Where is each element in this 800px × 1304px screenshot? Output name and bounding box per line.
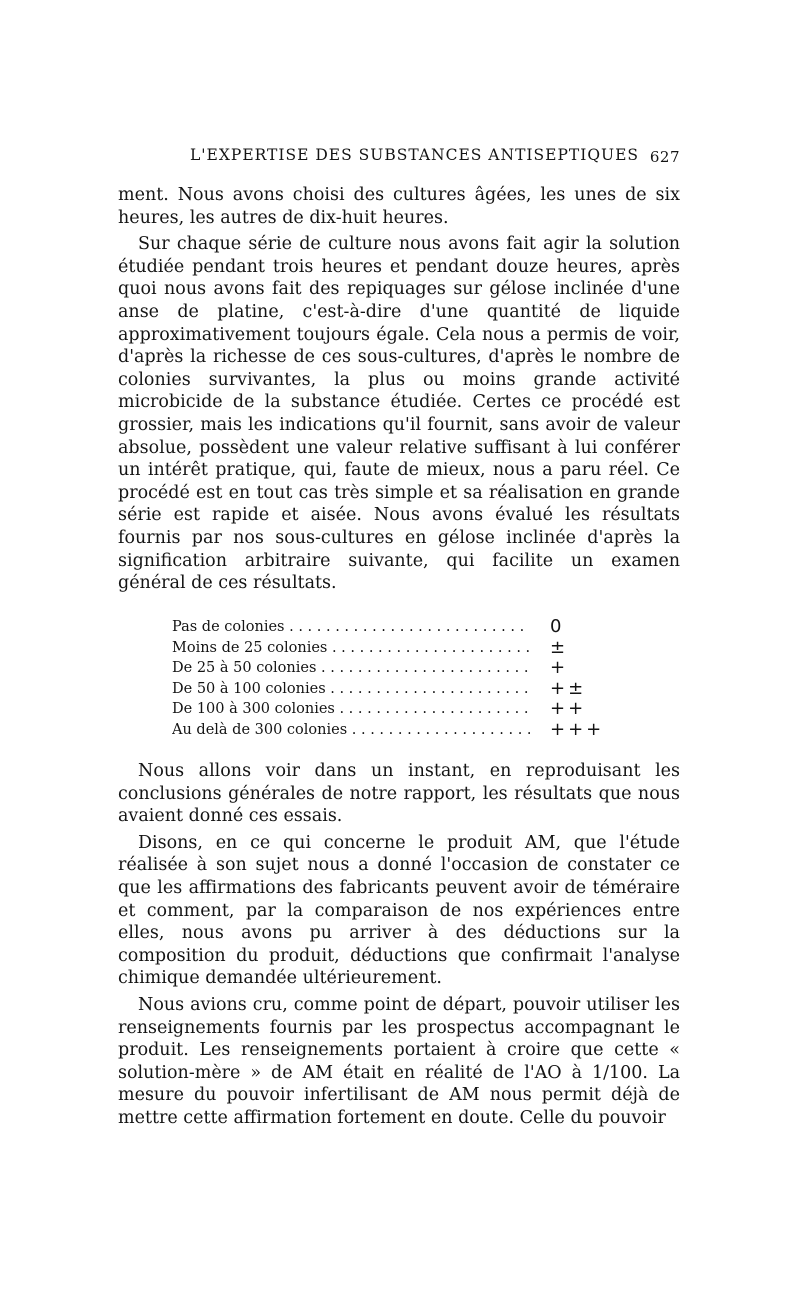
table-row [172, 720, 622, 741]
paragraph: Nous allons voir dans un instant, en reproduisant les conclusions générales de notre rapport, les résultats que nous avaient donné ces essais. [118, 761, 680, 827]
table-row [172, 617, 622, 638]
paragraph: Sur chaque série de culture nous avons fait agir la solution étudiée pendant trois heures et pendant douze heures, après quoi nous avons fait des repiquages sur gélose inclinée d'une anse de platine, c'est-à-dire d'une quantité de liquide approximativement toujours égale. Cela nous a permis de voir, d'après la richesse de ces sous-cultures, d'après le nombre de colonies survivantes, la plus ou moins grande activité microbicide de la substance étudiée. Certes ce procédé est grossier, mais les indications qu'il fournit, sans avoir de valeur absolue, possèdent une valeur relative suffisant à lui conférer un intérêt pratique, qui, faute de mieux, nous a paru réel. Ce procédé est en tout cas très simple et sa réalisation en grande série est rapide et aisée. Nous avons évalué les résultats fournis par nos sous-cultures en gélose inclinée d'après la signification arbitraire suivante, qui facilite un examen général de ces résultats. [118, 234, 680, 594]
row-label: De 25 à 50 colonies . . . [172, 658, 530, 679]
running-header [190, 146, 680, 172]
table-row [172, 658, 622, 679]
row-label: Pas de colonies . . . [172, 617, 530, 638]
row-label: De 100 à 300 colonies . . . [172, 699, 530, 720]
row-label: Moins de 25 colonies . . . [172, 638, 530, 659]
body-text-bottom [118, 760, 680, 1130]
row-value: + [550, 657, 569, 678]
row-value: +± [550, 677, 587, 699]
row-value: ++ [550, 698, 587, 719]
paragraph: Nous avions cru, comme point de départ, pouvoir utiliser les renseignements fournis par les prospectus accompagnant le produit. Les renseignements portaient à croire que cette « solution-mère » de AM était en réalité de l'AO à 1/100. La mesure du pouvoir infertilisant de AM nous permit déjà de mettre cette affirmation fortement en doute. Celle du pouvoir [118, 994, 680, 1128]
table-row [172, 638, 622, 659]
body-text-top [118, 184, 680, 595]
paragraph: Disons, en ce qui concerne le produit AM, que l'étude réalisée à son sujet nous a donné l'occasion de constater ce que les affirmations des fabricants peuvent avoir de téméraire et comment, par la comparaison de nos expériences entre elles, nous avons pu arriver à des déductions sur la composition du produit, déductions que confirmait l'analyse chimique demandée ultérieurement. [118, 832, 680, 989]
row-label: De 50 à 100 colonies . . . [172, 679, 530, 700]
running-title: L'EXPERTISE DES SUBSTANCES ANTISEPTIQUES [190, 146, 640, 164]
paragraph: ment. Nous avons choisi des cultures âgées, les unes de six heures, les autres de dix-huit heures. [118, 185, 680, 228]
row-label: Au delà de 300 colonies . . . [172, 720, 530, 741]
page-number: 627 [649, 148, 680, 166]
row-value: +++ [550, 718, 605, 740]
colony-scale-table [172, 617, 622, 740]
row-value: ± [550, 636, 569, 658]
table-row [172, 679, 622, 700]
row-value: 0 [550, 616, 565, 637]
table-row [172, 699, 622, 720]
